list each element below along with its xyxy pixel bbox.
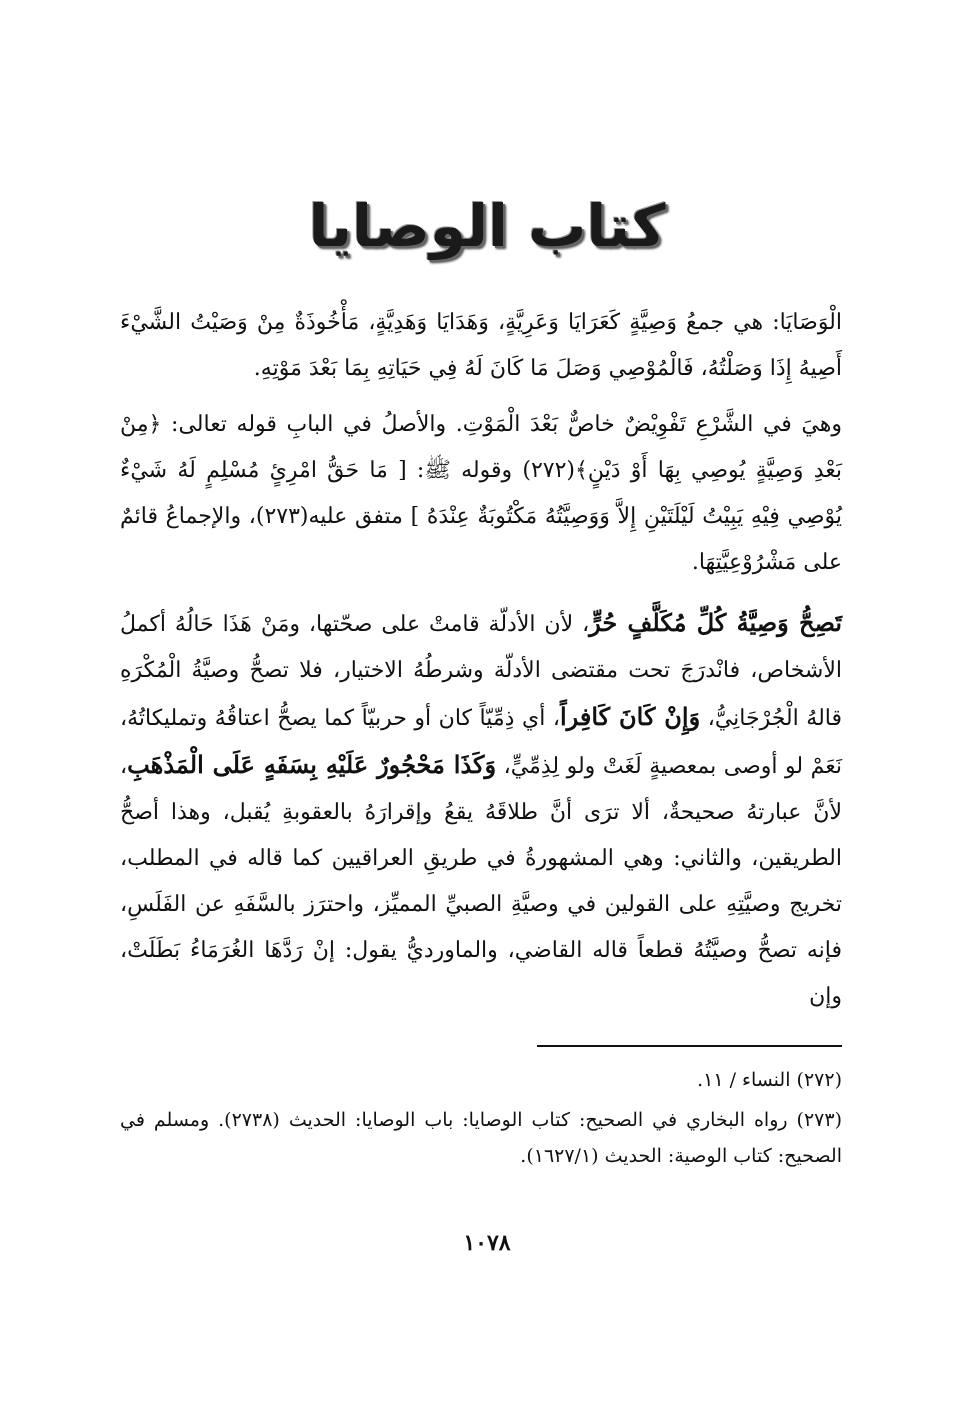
paragraph-legal-basis: وهيَ في الشَّرْعِ تَفْوِيْضٌ خاصٌّ بَعْدَ الْمَوْتِ. والأصلُ في البابِ قوله تعالى: ﴿مِنْ بَعْدِ وَصِيَّةٍ يُوصِي بِهَا أَوْ دَيْنٍ﴾(٢٧٢) وقوله ﷺ: [ مَا حَقُّ امْرِئٍ مُسْلِمٍ لَهُ شَيْءٌ يُوْصِي فِيْهِ يَبِيْتُ لَيْلَتَيْنِ إِلاَّ وَوَصِيَّتُهُ مَكْتُوبَةٌ عِنْدَهُ ] متفق عليه(٢٧٣)، والإجماعُ قائمٌ على مَشْرُوْعِيَّتِهَا. — [120, 412, 842, 575]
footnotes — [120, 1062, 842, 1178]
matn-text-3: وَكَذَا مَحْجُورٌ عَلَيْهِ بِسَفَهٍ عَلَى الْمَذْهَبِ — [127, 750, 497, 779]
matn-text-1: تَصِحُّ وَصِيَّةُ كُلِّ مُكَلَّفٍ حُرٍّ — [589, 608, 842, 637]
commentary-text-2: ، أي ذِمِّيّاً كان أو حربيّاً كما يصحُّ اعتاقُهُ وتمليكاتُهُ، نَعَمْ لو أوصى بمعصيةٍ لَغَتْ ولو لِذِمِّيٍّ، — [120, 706, 842, 779]
commentary-text-1: ، لأن الأدلّة قامتْ على صحّتها، ومَنْ هَذَا حَالُهُ أكملُ الأشخاص، فانْدرَجَ تحت مقتضى الأدلّة وشرطُهُ الاختيار، فلا تصحُّ وصيَّةُ الْمُكْرَهِ قالهُ الْجُرْجَانِيُّ، — [120, 612, 842, 731]
commentary-text-3: ، لأنَّ عبارتهُ صحيحةٌ، ألا ترَى أنَّ طلاقَهُ يقعُ وإقرارَهُ بالعقوبةِ يُقبل، وهذا أصحُّ الطريقين، والثاني: وهي المشهورةُ في طريقِ العراقيين كما قاله في المطلب، تخريج وصيَّتِهِ على القولين في وصيَّةِ الصبيِّ المميِّز، واحترَز بالسَّفَهِ عن الفَلَسِ، فإنه تصحُّ وصيَّتُهُ قطعاً قاله القاضي، والماورديُّ يقول: إنْ رَدَّهَا الغُرَمَاءُ بَطَلَتْ، وإن — [120, 754, 842, 1009]
matn-text-2: وَإِنْ كَانَ كَافِراً — [559, 702, 701, 731]
footnote-273: (٢٧٣) رواه البخاري في الصحيح: كتاب الوصايا: باب الوصايا: الحديث (٢٧٣٨). ومسلم في الصحيح: كتاب الوصية: الحديث (١٦٢٧/١). — [120, 1109, 843, 1167]
footnote-divider — [537, 1045, 842, 1047]
paragraph-definition: الْوَصَايَا: هي جمعُ وَصِيَّةٍ كَعَرَايَا وَعَرِيَّةٍ، وَهَدَايَا وَهَدِيَّةٍ، مَأْخُوذَةٌ مِنْ وَصَيْتُ الشَّيْءَ أَصِيهُ إِذَا وَصَلْتُهُ، فَالْمُوْصِي وَصَلَ مَا كَانَ لَهُ فِي حَيَاتِهِ بِمَا بَعْدَ مَوْتِهِ. — [120, 310, 842, 381]
footnote-272: (٢٧٢) النساء / ١١. — [697, 1069, 842, 1091]
page-number: ١٠٧٨ — [463, 1230, 511, 1256]
paragraph-conditions — [120, 600, 842, 1020]
main-text — [120, 300, 842, 1020]
chapter-title: كتاب الوصايا — [308, 192, 666, 260]
